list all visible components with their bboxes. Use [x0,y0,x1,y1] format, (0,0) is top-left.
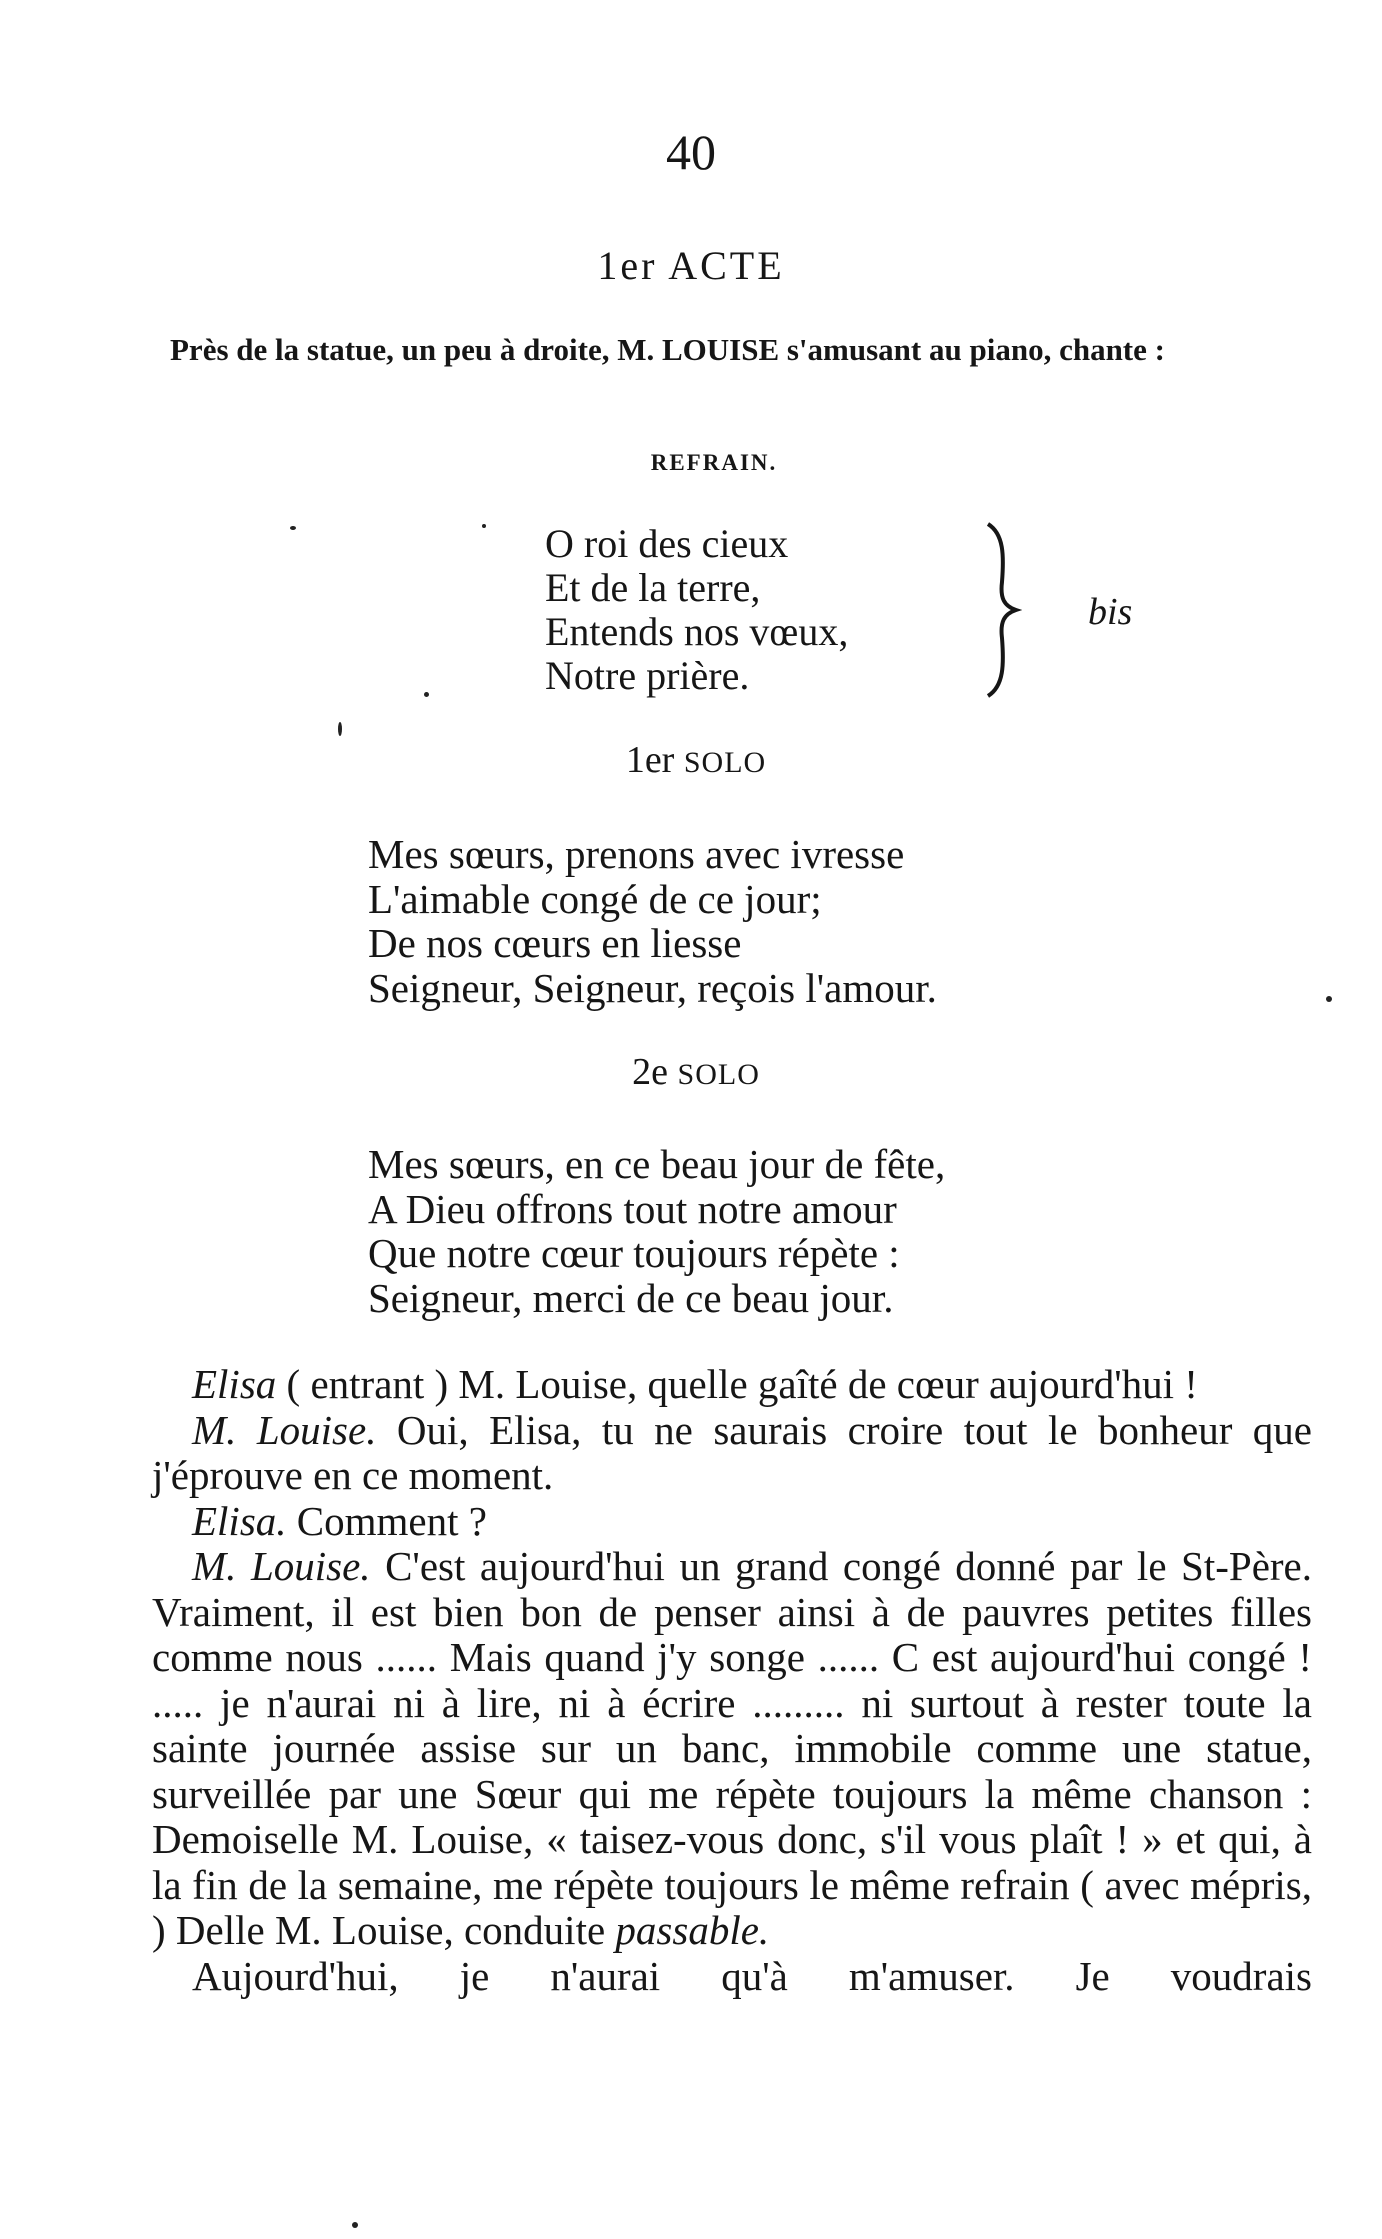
solo2-number: 2e [632,1051,669,1093]
solo2-word: SOLO [677,1058,760,1091]
dialogue-paragraph [152,1544,1312,1954]
dialogue-paragraph [152,1408,1312,1499]
verse-line: Seigneur, merci de ce beau jour. [368,1274,894,1321]
verse-line: Et de la terre, [545,565,761,610]
ink-speck [424,692,429,697]
verse-line: Mes sœurs, prenons avec ivresse [368,831,905,877]
verse-line: Entends nos vœux, [545,609,849,654]
ink-speck [338,722,342,736]
solo1-heading [0,738,1382,782]
solo2-heading [0,1050,1382,1094]
speaker-name: M. Louise. [192,1543,371,1589]
verse-line: Notre prière. [545,653,750,698]
verse-line: O roi des cieux [545,521,789,566]
page-number: 40 [666,124,716,180]
dialogue-text: Comment ? [286,1497,487,1544]
dialogue-paragraph [152,1499,1312,1545]
curly-brace-icon [982,520,1022,700]
verse-line: Seigneur, Seigneur, reçois l'amour. [368,964,937,1011]
speaker-name: Elisa [192,1361,277,1407]
speaker-name: M. Louise. [192,1406,377,1453]
solo1-word: SOLO [683,746,767,779]
dialogue-paragraph [152,1362,1312,1408]
repeat-mark: bis [1088,591,1133,633]
act-title: 1er ACTE [597,243,785,288]
ink-speck [482,524,486,528]
dialogue-text: Aujourd'hui, je n'aurai qu'à m'amuser. Je voudrais [192,1952,1312,1999]
solo2-stanza [368,1142,945,1320]
dialogue-paragraph [152,1954,1312,2000]
ink-speck [290,526,296,530]
refrain-label: REFRAIN. [650,450,778,475]
speaker-name: Elisa. [192,1497,287,1544]
verse-line: Mes sœurs, en ce beau jour de fête, [368,1141,946,1187]
ink-speck [352,2222,358,2228]
verse-line: L'aimable congé de ce jour; [368,875,822,922]
verse-line: Que notre cœur toujours répète : [368,1230,900,1276]
solo1-number: 1er [625,739,675,781]
dialogue-text: Oui, Elisa, tu ne saurais croire tout le bonheur que j'éprouve en ce moment. [152,1406,1313,1498]
emphasized-text: passable. [615,1907,770,1953]
solo1-stanza [368,832,937,1010]
stage-direction: Près de la statue, un peu à droite, M. LOUISE s'amusant au piano, chante : [170,332,1165,367]
verse-line: A Dieu offrons tout notre amour [368,1185,897,1232]
refrain-verse [545,522,848,698]
verse-line: De nos cœurs en liesse [368,920,742,966]
dialogue-text: ( entrant ) M. Louise, quelle gaîté de cœur aujourd'hui ! [276,1361,1198,1407]
dialogue-text: C'est aujourd'hui un grand congé donné par le St-Père. Vraiment, il est bien bon de penser ainsi à de pauvres petites filles comme nous ...... Mais quand j'y songe ...... C est aujourd'hui congé ! ..... je n'aurai ni à lire, ni à écrire ......... ni surtout à rester toute la sainte journée assise sur un banc, immobile comme une statue, surveillée par une Sœur qui me répète toujours la même chanson : Demoiselle M. Louise, « taisez-vous donc, s'il vous plaît ! » et qui, à la fin de la semaine, me répète toujours le même refrain ( avec mépris, ) Delle M. Louise, conduite [152,1543,1313,1953]
dialogue [152,1362,1312,1999]
ink-speck [1326,996,1332,1002]
